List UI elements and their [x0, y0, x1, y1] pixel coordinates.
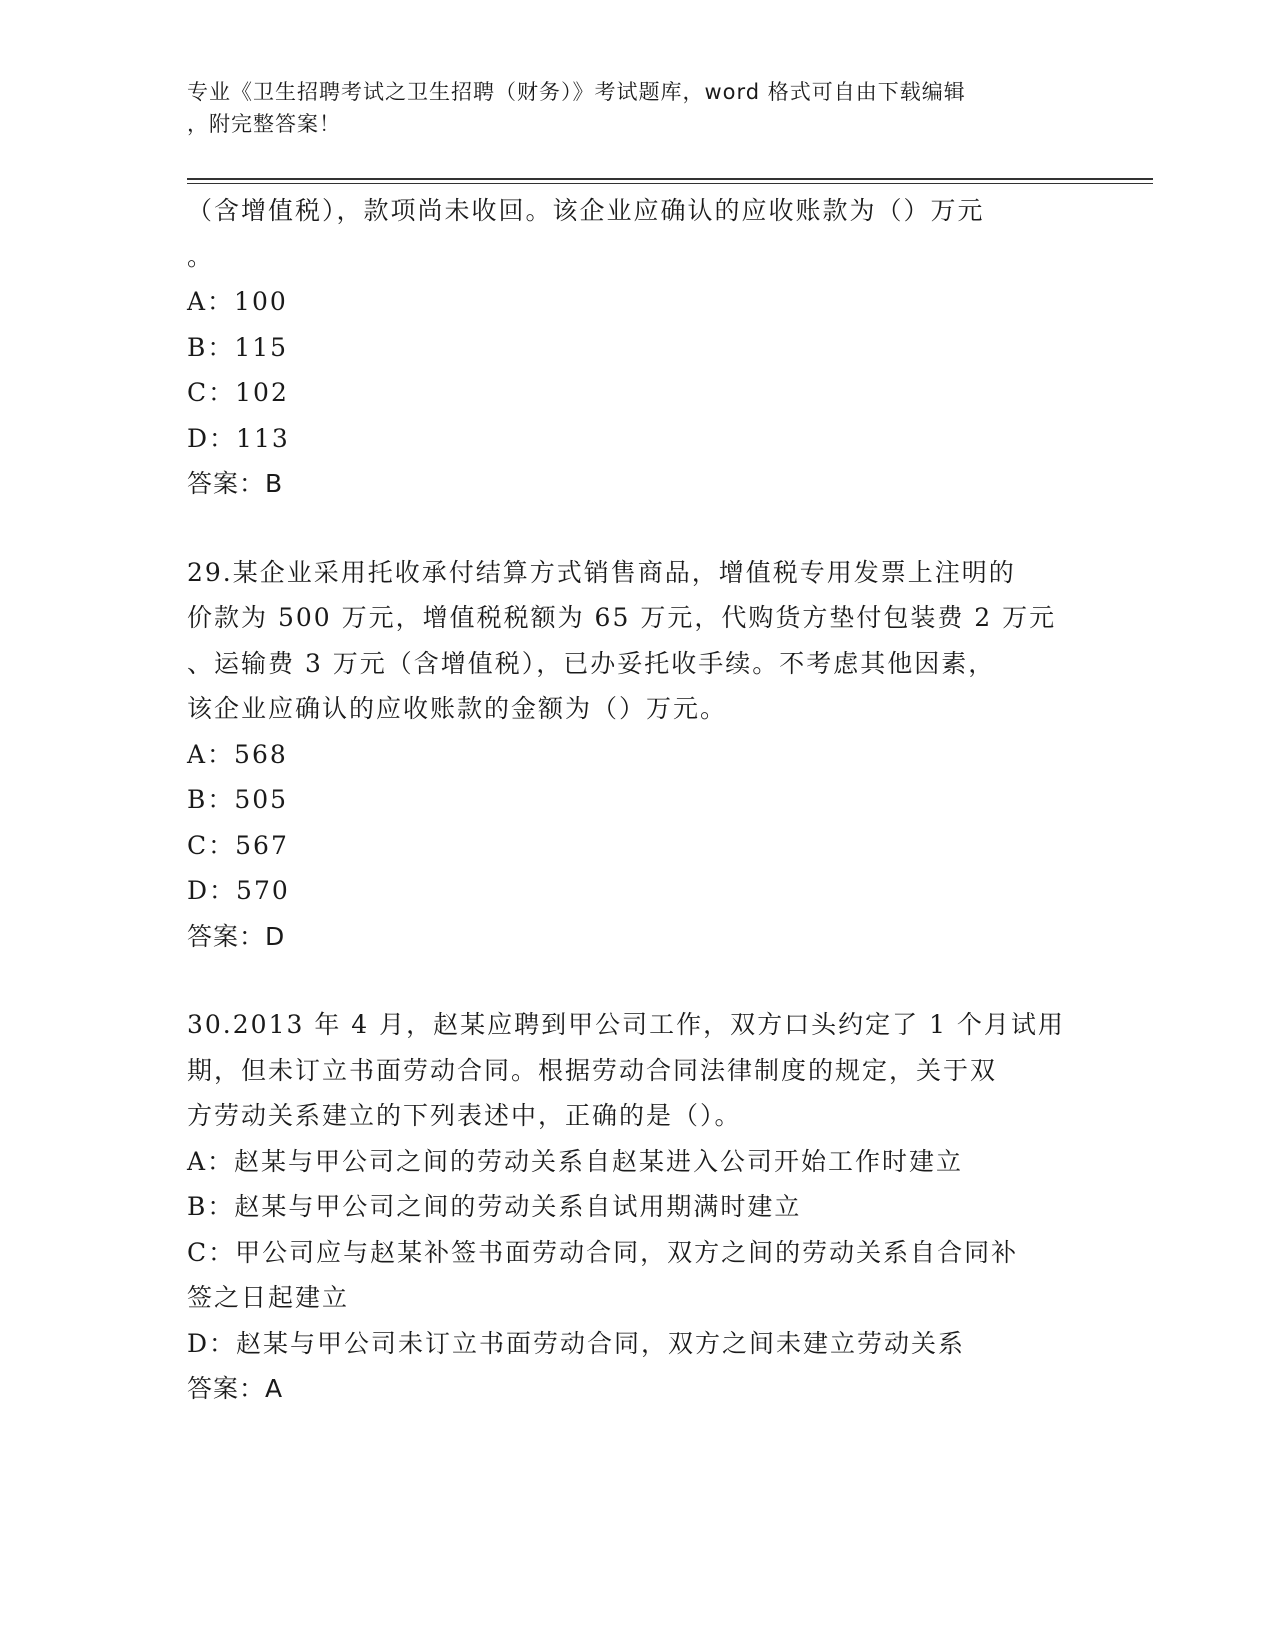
question-stem-line: 方劳动关系建立的下列表述中，正确的是（）。 [187, 1101, 742, 1130]
question-stem-line: 。 [187, 241, 215, 271]
header-divider [187, 178, 1153, 180]
question-stem-line: 该企业应确认的应收账款的金额为（）万元。 [187, 694, 728, 723]
question-stem-line: 价款为 500 万元，增值税税额为 65 万元，代购货方垫付包装费 2 万元 [187, 603, 1057, 632]
answer-line: 答案：B [187, 469, 284, 498]
option-a: A：568 [187, 739, 288, 769]
question-stem-line: （含增值税），款项尚未收回。该企业应确认的应收账款为（）万元 [187, 196, 985, 225]
question-stem-line: 29.某企业采用托收承付结算方式销售商品，增值税专用发票上注明的 [187, 557, 1016, 587]
question-content [187, 188, 1087, 1412]
question-30 [187, 1002, 1087, 1412]
option-c: C：102 [187, 378, 289, 407]
header-line-2: ，附完整答案！ [187, 112, 341, 136]
option-c: C：甲公司应与赵某补签书面劳动合同，双方之间的劳动关系自合同补 [187, 1237, 1019, 1267]
option-d: D：赵某与甲公司未订立书面劳动合同，双方之间未建立劳动关系 [187, 1328, 966, 1358]
option-a: A：赵某与甲公司之间的劳动关系自赵某进入公司开始工作时建立 [187, 1146, 964, 1176]
question-spacer [187, 507, 1087, 550]
option-d: D：570 [187, 876, 290, 905]
option-b: B：505 [187, 785, 289, 814]
answer-line: 答案：A [187, 1374, 284, 1403]
option-b: B：115 [187, 332, 289, 362]
question-stem-line: 期，但未订立书面劳动合同。根据劳动合同法律制度的规定，关于双 [187, 1055, 998, 1085]
question-stem-line: 、运输费 3 万元（含增值税），已办妥托收手续。不考虑其他因素， [187, 648, 996, 678]
option-c: C：567 [187, 830, 289, 860]
question-spacer [187, 959, 1087, 1002]
header-divider-thin [187, 183, 1153, 184]
question-29 [187, 550, 1087, 960]
answer-line: 答案：D [187, 921, 286, 951]
header-line-1: 专业《卫生招聘考试之卫生招聘（财务）》考试题库，word 格式可自由下载编辑 [187, 80, 966, 104]
option-c-continued: 签之日起建立 [187, 1283, 350, 1312]
document-header [187, 76, 1067, 140]
option-b: B：赵某与甲公司之间的劳动关系自试用期满时建立 [187, 1192, 802, 1221]
option-a: A：100 [187, 287, 288, 316]
question-28 [187, 188, 1087, 507]
question-stem-line: 30.2013 年 4 月，赵某应聘到甲公司工作，双方口头约定了 1 个月试用 [187, 1010, 1065, 1039]
option-d: D：113 [187, 423, 290, 453]
